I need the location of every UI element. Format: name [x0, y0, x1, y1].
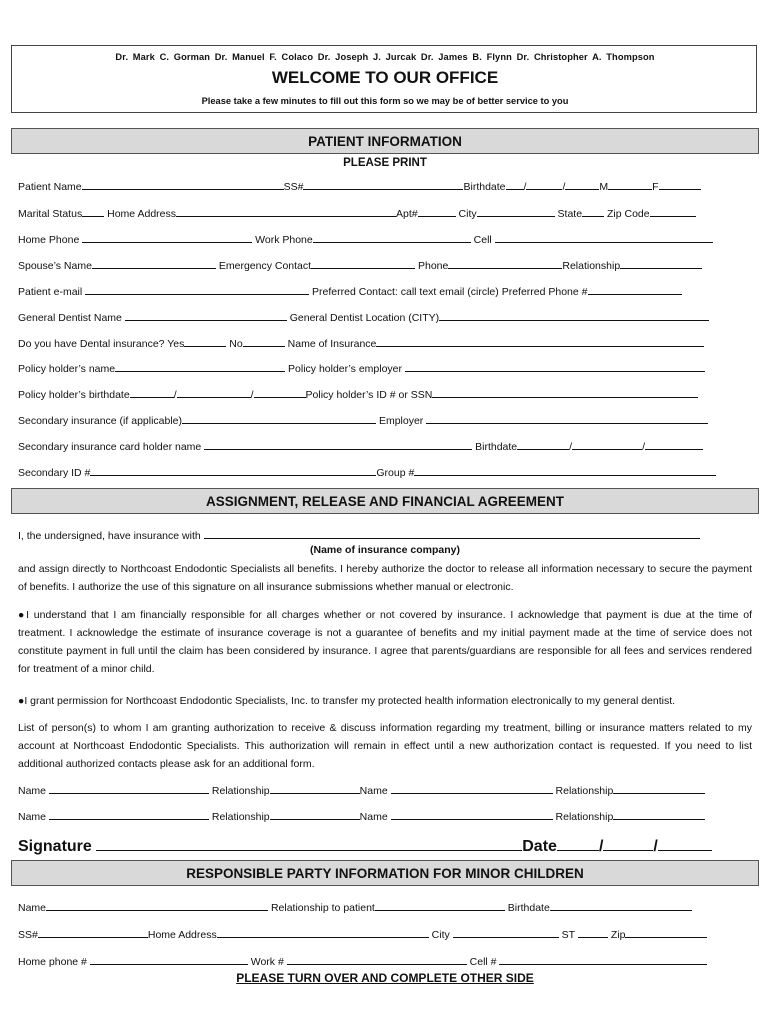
contact-name-field[interactable] [391, 782, 553, 794]
state-field[interactable] [582, 205, 604, 217]
row-responsible-address [18, 926, 758, 940]
row-dental-insurance [18, 335, 758, 349]
label-city: City [458, 208, 477, 220]
group-field[interactable] [414, 464, 716, 476]
female-field[interactable] [659, 178, 701, 190]
date-month-field[interactable] [557, 834, 599, 851]
responsible-city-field[interactable] [453, 926, 559, 938]
holder-id-field[interactable] [432, 386, 698, 398]
row-policy-holder [18, 360, 758, 374]
responsible-name-field[interactable] [46, 899, 268, 911]
date-year-field[interactable] [658, 834, 712, 851]
turn-over-text: PLEASE TURN OVER AND COMPLETE OTHER SIDE [236, 971, 534, 985]
label-name: Name [359, 785, 388, 797]
contact-name-field[interactable] [391, 808, 553, 820]
preferred-phone-field[interactable] [588, 283, 682, 295]
label-zip: Zip Code [607, 208, 650, 220]
page-subtitle: Please take a few minutes to fill out this form so we may be of better service to you [201, 96, 569, 106]
label-st: ST [561, 929, 576, 941]
label-city: City [431, 929, 450, 941]
label-email: Patient e-mail [18, 286, 83, 298]
label-home-address: Home Address [147, 929, 217, 941]
secondary-birth-month-field[interactable] [517, 438, 569, 450]
marital-field[interactable] [82, 205, 104, 217]
row-authorized-contacts-2 [18, 808, 758, 822]
label-emergency: Emergency Contact [218, 260, 312, 272]
financial-paragraph: ●I understand that I am financially responsible for all charges whether or not covered by insurance. I acknowledge that payment is due at the time of treatment. I acknowledge the estimate of insurance coverage is not a guarantee of benefits and my initial payment made at the time of service does not constitute payment in full until the claim has been considered by insurance. I agree that parents/guardians are responsible for all fees and services rendered for treatment of a minor child. [18, 609, 752, 675]
slash: / [653, 838, 658, 855]
slash: / [562, 181, 566, 193]
holder-name-field[interactable] [115, 360, 285, 372]
row-secondary-holder [18, 438, 758, 452]
responsible-cell-field[interactable] [499, 953, 707, 965]
label-secondary-insurance: Secondary insurance (if applicable) [18, 415, 183, 427]
label-work: Work # [250, 956, 284, 968]
emergency-field[interactable] [311, 257, 415, 269]
contact-name-field[interactable] [49, 782, 209, 794]
city-field[interactable] [477, 205, 555, 217]
section-responsible-party: RESPONSIBLE PARTY INFORMATION FOR MINOR CHILDREN [11, 860, 759, 886]
dentist-name-field[interactable] [125, 309, 287, 321]
label-phone: Phone [418, 260, 449, 272]
please-print-note: PLEASE PRINT [343, 157, 427, 169]
label-dentist-location: General Dentist Location (CITY) [289, 312, 440, 324]
label-birthdate: Birthdate [463, 181, 506, 193]
home-address-field[interactable] [176, 205, 396, 217]
label-secondary-id: Secondary ID # [18, 467, 91, 479]
label-birthdate: Birthdate [507, 902, 550, 914]
label-secondary-birthdate: Birthdate [475, 441, 518, 453]
label-state: State [557, 208, 583, 220]
male-field[interactable] [608, 178, 652, 190]
label-m: M [599, 181, 609, 193]
slash: / [642, 441, 645, 453]
row-secondary-insurance [18, 412, 758, 426]
row-phones [18, 231, 758, 245]
row-undersigned [18, 527, 758, 541]
insurance-company-caption: (Name of insurance company) [310, 544, 460, 556]
row-holder-birthdate [18, 386, 758, 400]
responsible-birthdate-field[interactable] [550, 899, 692, 911]
label-holder-birthdate: Policy holder’s birthdate [18, 389, 130, 401]
cell-field[interactable] [495, 231, 713, 243]
label-ss: SS# [18, 929, 38, 941]
contact-relationship-field[interactable] [270, 808, 360, 820]
birth-day-field[interactable] [526, 178, 562, 190]
relationship-to-patient-field[interactable] [375, 899, 505, 911]
section-patient-information: PATIENT INFORMATION [11, 128, 759, 154]
slash: / [173, 389, 177, 401]
responsible-address-field[interactable] [217, 926, 429, 938]
label-home-phone: Home Phone [18, 234, 80, 246]
label-name: Name [359, 811, 388, 823]
responsible-ss-field[interactable] [38, 926, 148, 938]
label-holder-id: Policy holder’s ID # or SSN [305, 389, 433, 401]
label-spouse: Spouse’s Name [18, 260, 92, 272]
row-marital [18, 205, 758, 219]
label-dental-insurance: Do you have Dental insurance? Yes [18, 338, 185, 350]
insurance-yes-field[interactable] [184, 335, 226, 347]
relationship-field[interactable] [620, 257, 702, 269]
doctor-list: Dr. Mark C. Gorman Dr. Manuel F. Colaco Dr. Joseph J. Jurcak Dr. James B. Flynn Dr. Christopher A. Thompson [115, 52, 655, 62]
label-holder-employer: Policy holder’s employer [288, 363, 403, 375]
label-relationship: Relationship [555, 785, 614, 797]
apt-field[interactable] [418, 205, 456, 217]
secondary-birth-year-field[interactable] [645, 438, 703, 450]
row-patient-name [18, 178, 758, 192]
label-employer: Employer [378, 415, 424, 427]
label-secondary-holder: Secondary insurance card holder name [18, 441, 202, 453]
home-phone-field[interactable] [82, 231, 252, 243]
authorization-paragraph: List of person(s) to whom I am granting authorization to receive & discuss information regarding my treatment, billing or insurance matters related to my account at Northcoast Endodontic Specialists. This authorization will remain in effect until a new authorization contact is requested. If you need to list additional authorized contacts please ask for an additional form. [18, 722, 752, 770]
assignment-paragraph: and assign directly to Northcoast Endodontic Specialists all benefits. I hereby authorize the doctor to release all information necessary to secure the payment of benefits. I authorize the use of this signature on all insurance submissions whether manual or electronic. [18, 563, 752, 593]
label-zip: Zip [610, 929, 626, 941]
label-marital: Marital Status [18, 208, 83, 220]
holder-birth-year-field[interactable] [254, 386, 306, 398]
label-home-address: Home Address [107, 208, 176, 220]
patient-name-field[interactable] [82, 178, 284, 190]
label-f: F [652, 181, 659, 193]
label-relationship: Relationship [211, 785, 270, 797]
label-relationship: Relationship [562, 260, 621, 272]
ss-field[interactable] [303, 178, 463, 190]
birth-year-field[interactable] [565, 178, 599, 190]
row-email [18, 283, 758, 297]
label-ss: SS# [283, 181, 304, 193]
insurance-no-field[interactable] [243, 335, 285, 347]
insurance-company-field[interactable] [204, 527, 700, 539]
phi-paragraph: ●I grant permission for Northcoast Endodontic Specialists, Inc. to transfer my protected health information electronically to my general dentist. [18, 695, 676, 707]
contact-relationship-field[interactable] [613, 808, 705, 820]
label-home-phone: Home phone # [18, 956, 87, 968]
label-signature: Signature [18, 838, 92, 855]
turn-over-note [0, 971, 770, 985]
holder-birth-day-field[interactable] [177, 386, 251, 398]
phone-field[interactable] [448, 257, 562, 269]
birth-month-field[interactable] [506, 178, 524, 190]
date-day-field[interactable] [603, 834, 653, 851]
label-patient-name: Patient Name [18, 181, 82, 193]
label-name: Name [18, 902, 47, 914]
holder-birth-month-field[interactable] [130, 386, 174, 398]
secondary-id-field[interactable] [90, 464, 376, 476]
page-title: WELCOME TO OUR OFFICE [271, 68, 499, 87]
row-responsible-name [18, 899, 758, 913]
insurance-name-field[interactable] [376, 335, 704, 347]
label-apt: Apt# [396, 208, 418, 220]
zip-field[interactable] [650, 205, 696, 217]
label-work-phone: Work Phone [255, 234, 313, 246]
responsible-home-phone-field[interactable] [90, 953, 248, 965]
label-name: Name [18, 785, 47, 797]
secondary-holder-field[interactable] [204, 438, 472, 450]
secondary-birth-day-field[interactable] [572, 438, 642, 450]
section-assignment: ASSIGNMENT, RELEASE AND FINANCIAL AGREEMENT [11, 488, 759, 514]
contact-relationship-field[interactable] [270, 782, 360, 794]
contact-relationship-field[interactable] [613, 782, 705, 794]
row-dentist [18, 309, 758, 323]
row-responsible-phones [18, 953, 758, 967]
label-date: Date [522, 838, 557, 855]
row-authorized-contacts-1 [18, 782, 758, 796]
slash: / [523, 181, 527, 193]
spouse-field[interactable] [92, 257, 216, 269]
secondary-employer-field[interactable] [426, 412, 708, 424]
label-holder-name: Policy holder’s name [18, 363, 116, 375]
responsible-zip-field[interactable] [625, 926, 707, 938]
work-phone-field[interactable] [313, 231, 471, 243]
label-undersigned: I, the undersigned, have insurance with [18, 530, 201, 542]
dentist-location-field[interactable] [439, 309, 709, 321]
label-no: No [229, 338, 243, 350]
email-field[interactable] [85, 283, 309, 295]
slash: / [250, 389, 254, 401]
label-preferred-contact: Preferred Contact: call text email (circle) Preferred Phone # [312, 286, 588, 298]
label-relationship-to-patient: Relationship to patient [270, 902, 375, 914]
row-spouse [18, 257, 758, 271]
row-secondary-id [18, 464, 758, 478]
label-cell: Cell # [469, 956, 497, 968]
label-group: Group # [376, 467, 415, 479]
responsible-work-phone-field[interactable] [287, 953, 467, 965]
label-dentist-name: General Dentist Name [18, 312, 122, 324]
slash: / [569, 441, 573, 453]
secondary-insurance-field[interactable] [182, 412, 376, 424]
label-insurance-name: Name of Insurance [287, 338, 377, 350]
label-relationship: Relationship [555, 811, 614, 823]
label-cell: Cell [473, 234, 492, 246]
signature-field[interactable] [96, 834, 522, 851]
holder-employer-field[interactable] [405, 360, 705, 372]
label-name: Name [18, 811, 47, 823]
responsible-state-field[interactable] [578, 926, 608, 938]
row-signature [18, 834, 758, 856]
contact-name-field[interactable] [49, 808, 209, 820]
label-relationship: Relationship [211, 811, 270, 823]
slash: / [598, 838, 604, 855]
